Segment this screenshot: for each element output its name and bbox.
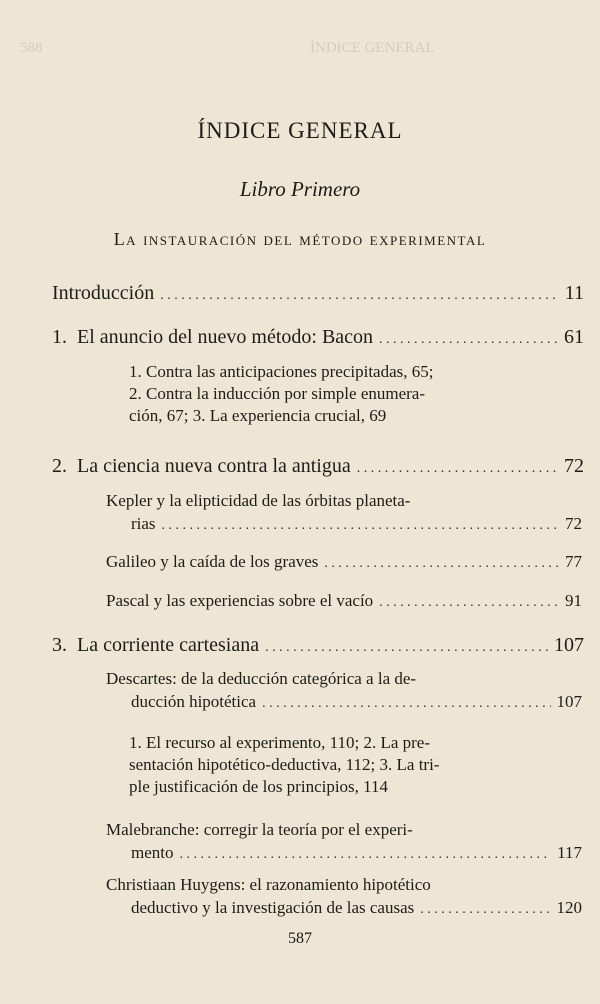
- entry-label: Galileo y la caída de los graves: [106, 552, 319, 571]
- detail-line: ple justificación de los principios, 114: [129, 777, 389, 796]
- leader-dots: [160, 288, 559, 304]
- entry-page-number: 11: [564, 282, 584, 304]
- detail-line: 1. El recurso al experimento, 110; 2. La pre-: [129, 733, 431, 752]
- subentry-huygens[interactable]: [131, 898, 582, 918]
- leader-dots: [262, 696, 550, 712]
- subentry-malebranche-line1: Malebranche: corregir la teoría por el experi-: [106, 820, 413, 839]
- chapter-1-details: [129, 361, 434, 427]
- entry-page-number: 107: [554, 634, 584, 656]
- detail-line: sentación hipotético-deductiva, 112; 3. La tri-: [129, 755, 440, 774]
- subentry-kepler-line1: Kepler y la elipticidad de las órbitas planeta-: [106, 491, 411, 510]
- entry-page-number: 120: [556, 898, 582, 917]
- entry-label: mento: [131, 843, 174, 862]
- subentry-malebranche[interactable]: [131, 843, 582, 863]
- toc-entry-chapter-2[interactable]: [52, 455, 584, 478]
- entry-page-number: 61: [564, 326, 584, 348]
- entry-label: ducción hipotética: [131, 692, 257, 711]
- detail-line: 1. Contra las anticipaciones precipitadas, 65;: [129, 362, 434, 381]
- entry-label: Introducción: [52, 282, 155, 304]
- bleed-through-text: 588: [20, 40, 43, 56]
- leader-dots: [265, 640, 548, 656]
- entry-label: deductivo y la investigación de las causas: [131, 898, 415, 917]
- subentry-pascal[interactable]: [106, 591, 582, 611]
- subentry-descartes[interactable]: [131, 692, 582, 712]
- leader-dots: [180, 847, 552, 863]
- page-title: ÍNDICE GENERAL: [197, 118, 403, 143]
- subentry-galileo[interactable]: [106, 552, 582, 572]
- entry-page-number: 77: [565, 552, 582, 571]
- chapter-number: 3.: [52, 634, 67, 656]
- entry-label: La corriente cartesiana: [77, 634, 260, 656]
- leader-dots: [379, 332, 558, 348]
- toc-entry-chapter-1[interactable]: [52, 326, 584, 349]
- detail-line: ción, 67; 3. La experiencia crucial, 69: [129, 406, 387, 425]
- page-number: 587: [288, 930, 312, 947]
- subentry-descartes-line1: Descartes: de la deducción categórica a la de-: [106, 669, 417, 688]
- leader-dots: [357, 461, 558, 477]
- entry-label: rias: [131, 514, 156, 533]
- entry-label: El anuncio del nuevo método: Bacon: [77, 326, 374, 348]
- chapter-number: 2.: [52, 455, 67, 477]
- subentry-kepler[interactable]: [131, 514, 582, 534]
- detail-line: 2. Contra la inducción por simple enumera-: [129, 384, 425, 403]
- leader-dots: [162, 518, 559, 534]
- entry-label: Pascal y las experiencias sobre el vacío: [106, 591, 374, 610]
- entry-page-number: 72: [564, 455, 584, 477]
- book-title: Libro Primero: [239, 177, 361, 201]
- section-title: La instauración del método experimental: [113, 229, 487, 249]
- entry-page-number: 91: [565, 591, 582, 610]
- entry-page-number: 72: [565, 514, 582, 533]
- toc-entry-chapter-3[interactable]: [52, 634, 584, 657]
- entry-page-number: 107: [556, 692, 582, 711]
- entry-page-number: 117: [557, 843, 582, 862]
- entry-label: La ciencia nueva contra la antigua: [77, 455, 351, 477]
- chapter-number: 1.: [52, 326, 67, 348]
- leader-dots: [379, 595, 559, 611]
- chapter-3-details: [129, 732, 439, 798]
- leader-dots: [420, 902, 550, 918]
- bleed-through-text: ÍNDICE GENERAL: [310, 40, 435, 56]
- leader-dots: [324, 556, 559, 572]
- toc-entry-introduction[interactable]: [52, 282, 584, 305]
- subentry-huygens-line1: Christiaan Huygens: el razonamiento hipotético: [106, 875, 431, 894]
